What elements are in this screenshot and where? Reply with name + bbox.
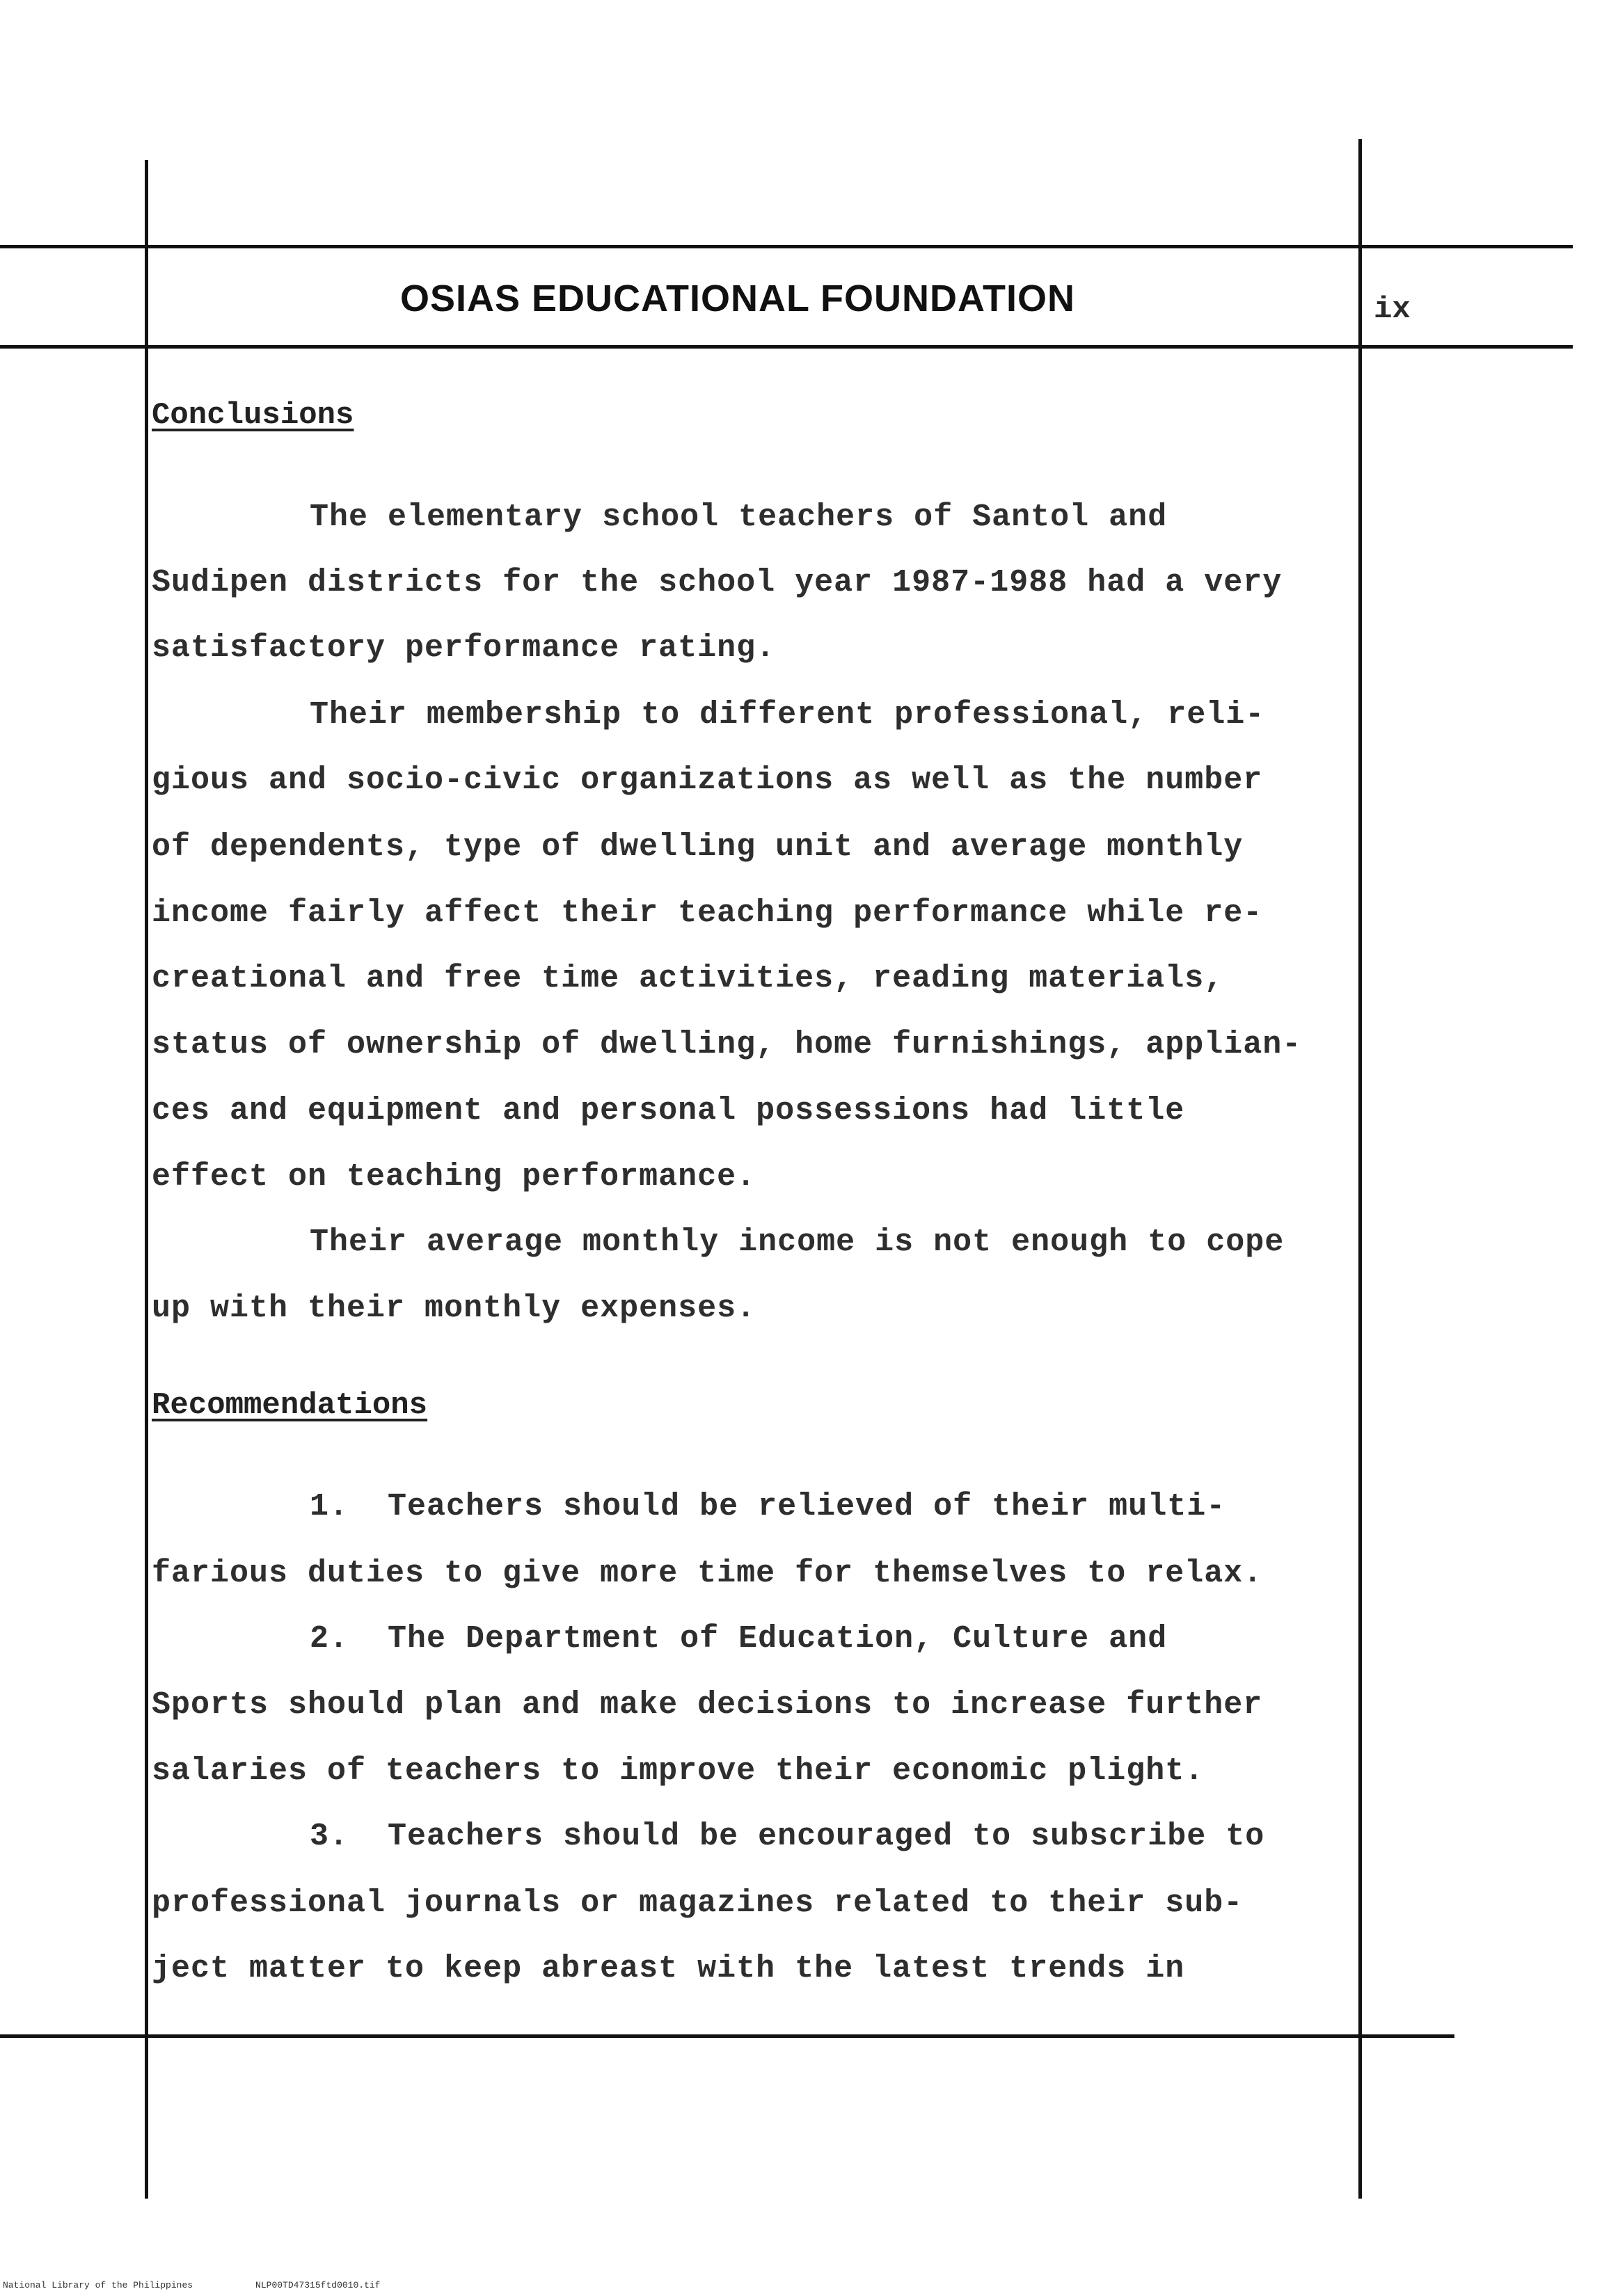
scan-footer [3, 2280, 380, 2290]
paragraph-line: of dependents, type of dwelling unit and average monthly [152, 829, 1244, 865]
footer-file-id: NLP00TD47315ftd0010.tif [255, 2280, 381, 2290]
conclusions-heading: Conclusions [152, 398, 354, 433]
paragraph-line: gious and socio-civic organizations as well as the number [152, 763, 1263, 798]
paragraph-line: creational and free time activities, reading materials, [152, 961, 1224, 996]
recommendation-line: salaries of teachers to improve their economic plight. [152, 1753, 1205, 1789]
paragraph-line: up with their monthly expenses. [152, 1291, 756, 1326]
paragraph-line: ces and equipment and personal possessions had little [152, 1093, 1185, 1129]
page-title: OSIAS EDUCATIONAL FOUNDATION [400, 278, 1075, 319]
recommendation-line: professional journals or magazines related to their sub- [152, 1886, 1244, 1921]
right-vertical-rule [1358, 139, 1362, 2199]
left-vertical-rule [145, 160, 148, 2199]
recommendation-line: ject matter to keep abreast with the latest trends in [152, 1951, 1185, 1986]
paragraph-line: Sudipen districts for the school year 1987-1988 had a very [152, 565, 1283, 600]
recommendation-line: farious duties to give more time for themselves to relax. [152, 1556, 1263, 1591]
recommendation-line: 1. Teachers should be relieved of their multi- [310, 1489, 1226, 1524]
page-number: ix [1374, 292, 1411, 327]
recommendation-line: Sports should plan and make decisions to increase further [152, 1687, 1263, 1723]
paragraph-line: status of ownership of dwelling, home furnishings, applian- [152, 1027, 1302, 1062]
footer-source: National Library of the Philippines [3, 2280, 193, 2290]
top-horizontal-rule [0, 245, 1573, 248]
header-bottom-rule [0, 345, 1573, 349]
paragraph-line: income fairly affect their teaching performance while re- [152, 895, 1263, 931]
recommendation-line: 3. Teachers should be encouraged to subscribe to [310, 1819, 1265, 1854]
paragraph-line: Their membership to different professional, reli- [310, 697, 1265, 733]
recommendation-line: 2. The Department of Education, Culture and [310, 1621, 1168, 1657]
paragraph-line: effect on teaching performance. [152, 1159, 756, 1195]
recommendations-heading: Recommendations [152, 1388, 428, 1423]
bottom-horizontal-rule [0, 2034, 1454, 2038]
paragraph-line: satisfactory performance rating. [152, 630, 776, 666]
paragraph-line: The elementary school teachers of Santol and [310, 500, 1168, 535]
paragraph-line: Their average monthly income is not enough to cope [310, 1225, 1285, 1260]
